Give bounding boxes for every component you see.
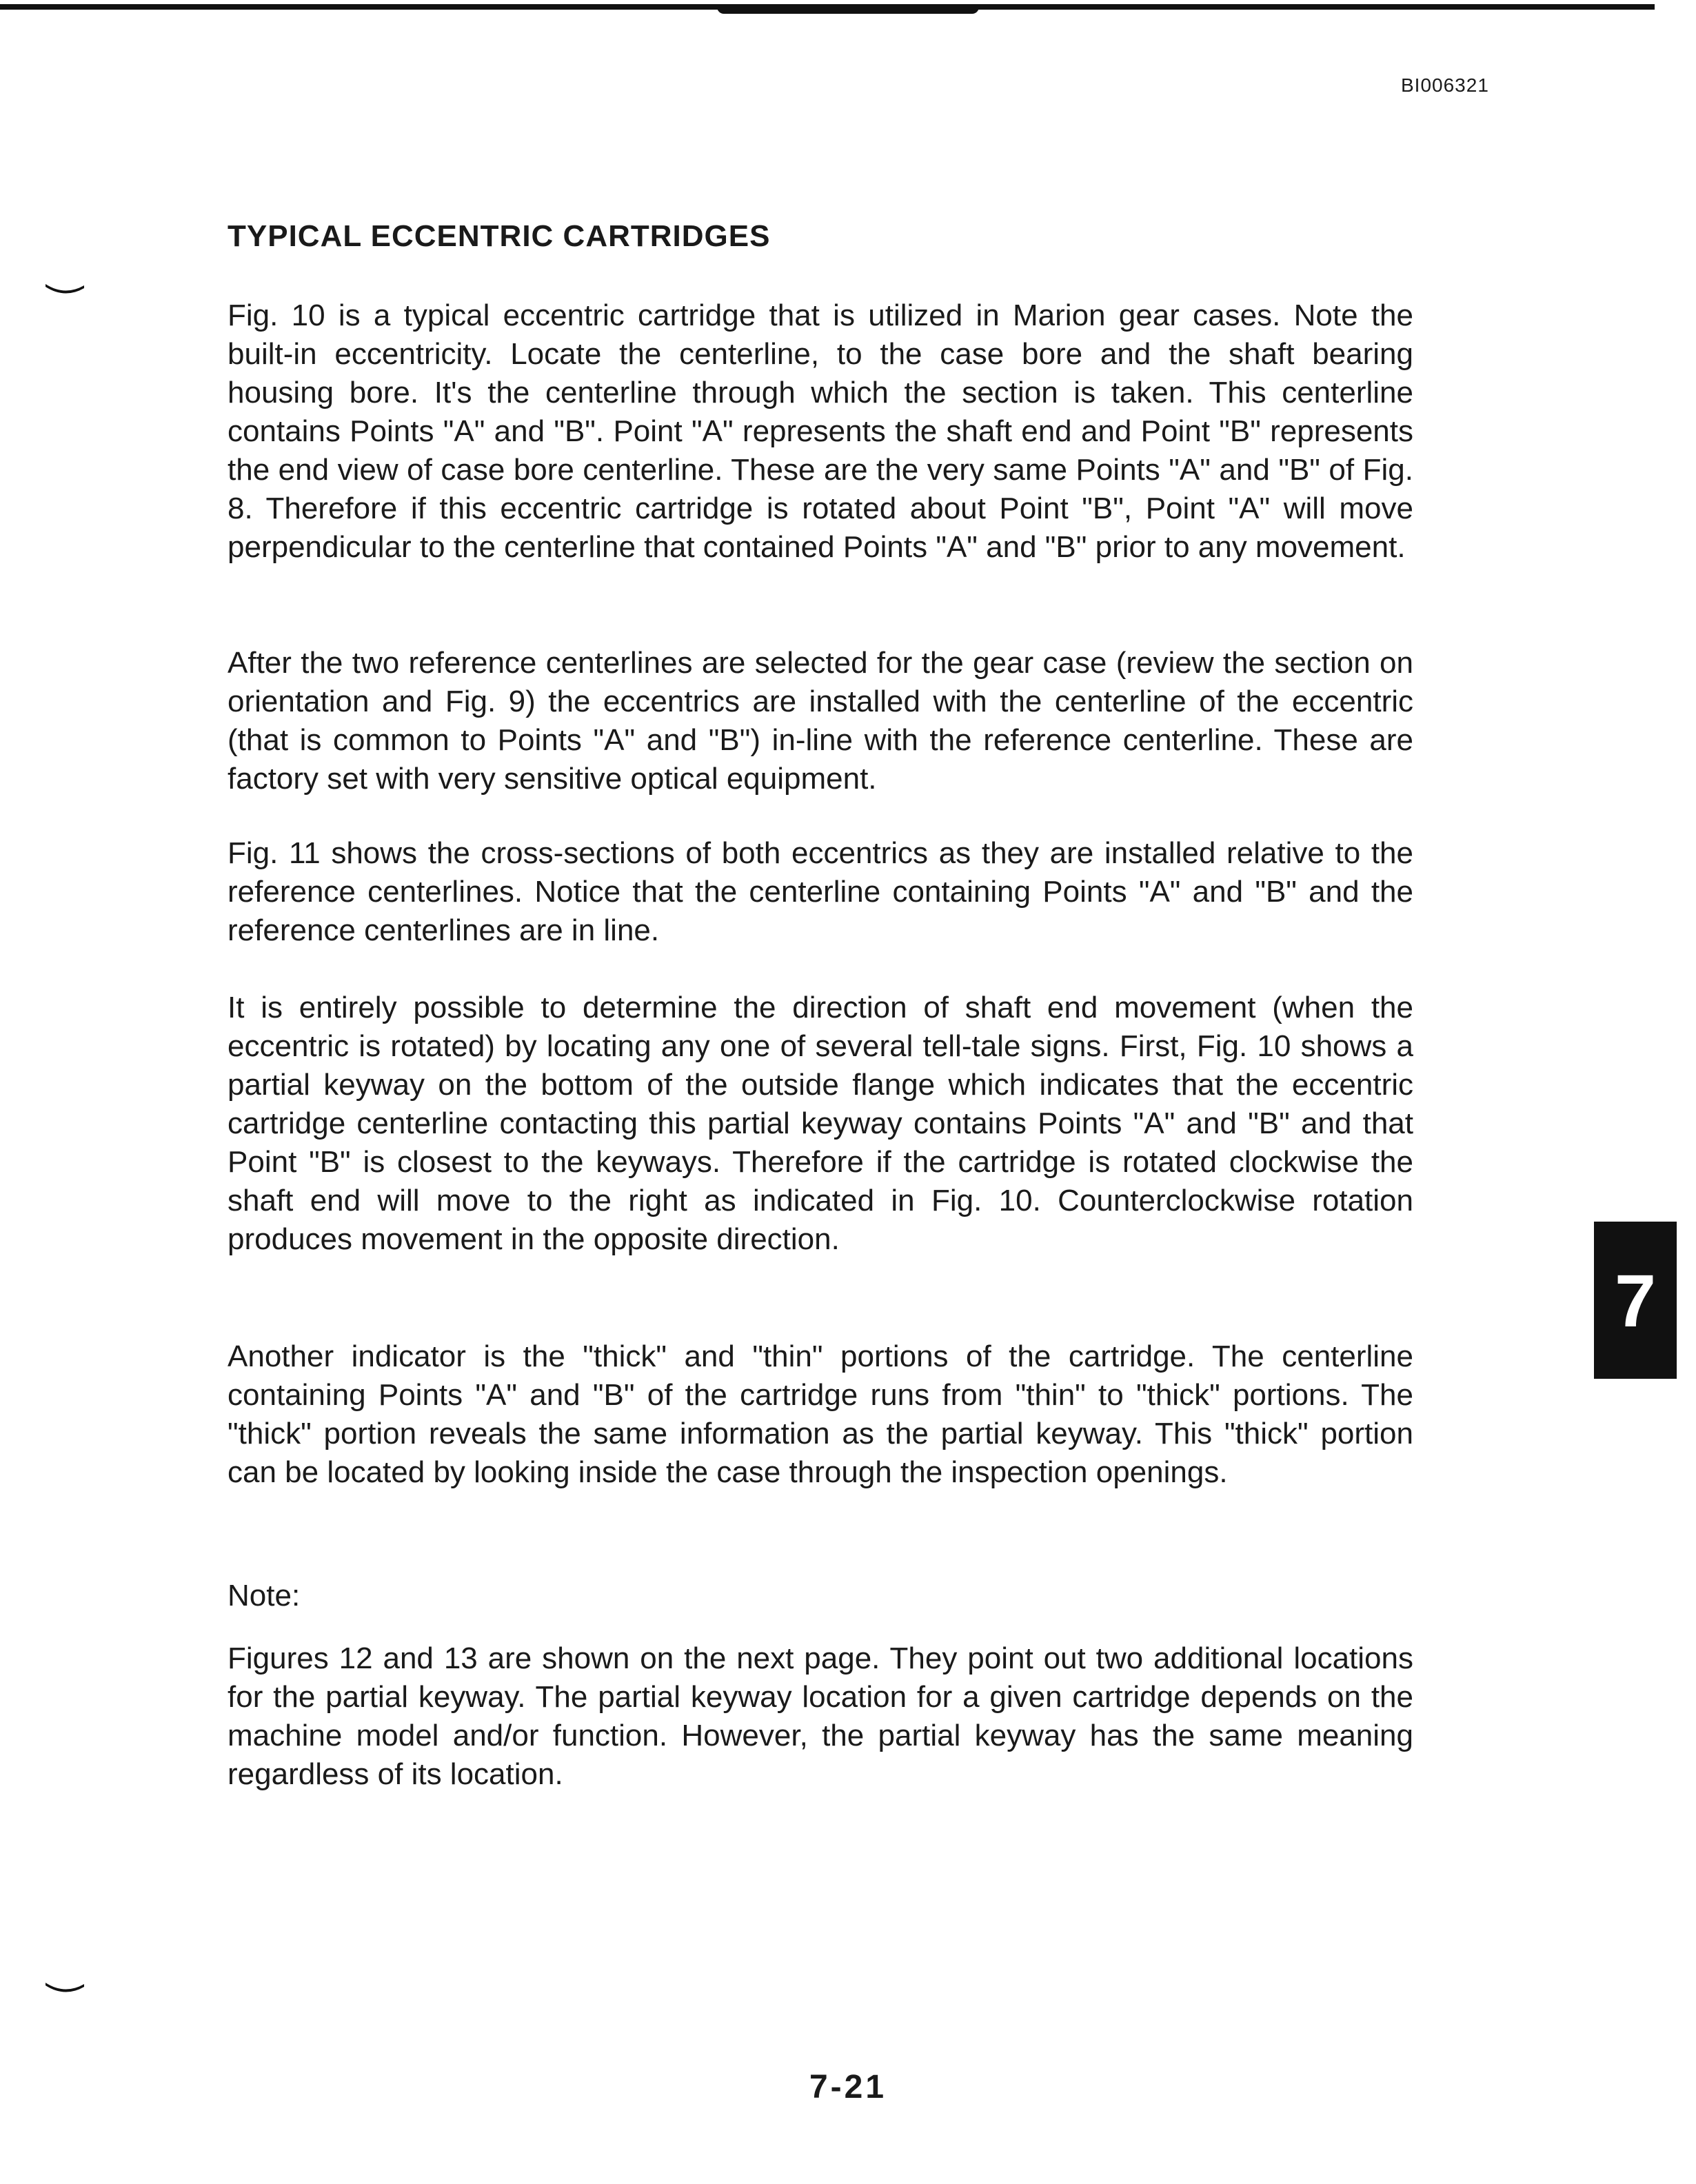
margin-mark-icon [44, 1980, 85, 1994]
paragraph-2: After the two reference centerlines are selected for the gear case (review the section on orientation and Fig. 9) the eccentrics are installed with the centerline of the eccentric (that is common to Points "A" and "B") in-line with the reference centerline. These are factory set with very sensitive optical equipment. [228, 646, 1413, 796]
chapter-tab-label: 7 [1614, 1258, 1657, 1342]
note-label: Note: [228, 1579, 301, 1612]
chapter-tab [1594, 1222, 1677, 1379]
paragraph-5: Another indicator is the "thick" and "thin" portions of the cartridge. The centerline containing Points "A" and "B" of the cartridge runs from "thin" to "thick" portions. The "thick" portion reveals the same information as the partial keyway. This "thick" portion can be located by looking inside the case through the inspection openings. [228, 1339, 1413, 1489]
document-id: BI006321 [1401, 74, 1489, 96]
page-number: 7-21 [809, 2069, 887, 2105]
paragraph-1: Fig. 10 is a typical eccentric cartridge that is utilized in Marion gear cases. Note the built-in eccentricity. Locate the centerline, to the case bore and the shaft bearing housing bore. It's the centerline through which the section is taken. This centerline contains Points "A" and "B". Point "A" represents the shaft end and Point "B" represents the end view of case bore centerline. These are the very same Points "A" and "B" of Fig. 8. Therefore if this eccentric cartridge is rotated about Point "B", Point "A" will move perpendicular to the centerline that contained Points "A" and "B" prior to any movement. [228, 299, 1413, 564]
margin-mark-icon [44, 281, 85, 295]
paragraph-6: Figures 12 and 13 are shown on the next page. They point out two additional locations for the partial keyway. The partial keyway location for a given cartridge depends on the machine model and/or function. However, the partial keyway has the same meaning regardless of its location. [228, 1641, 1413, 1791]
top-rule-smudge [717, 7, 979, 14]
section-title: TYPICAL ECCENTRIC CARTRIDGES [228, 219, 771, 253]
paragraph-4: It is entirely possible to determine the direction of shaft end movement (when the eccentric is rotated) by locating any one of several tell-tale signs. First, Fig. 10 shows a partial keyway on the bottom of the outside flange which indicates that the eccentric cartridge centerline contacting this partial keyway contains Points "A" and "B" and that Point "B" is closest to the keyways. Therefore if the cartridge is rotated clockwise the shaft end will move to the right as indicated in Fig. 10. Counterclockwise rotation produces movement in the opposite direction. [228, 991, 1413, 1256]
paragraph-3: Fig. 11 shows the cross-sections of both eccentrics as they are installed relative to the reference centerlines. Notice that the centerline containing Points "A" and "B" and the reference centerlines are in line. [228, 836, 1413, 947]
